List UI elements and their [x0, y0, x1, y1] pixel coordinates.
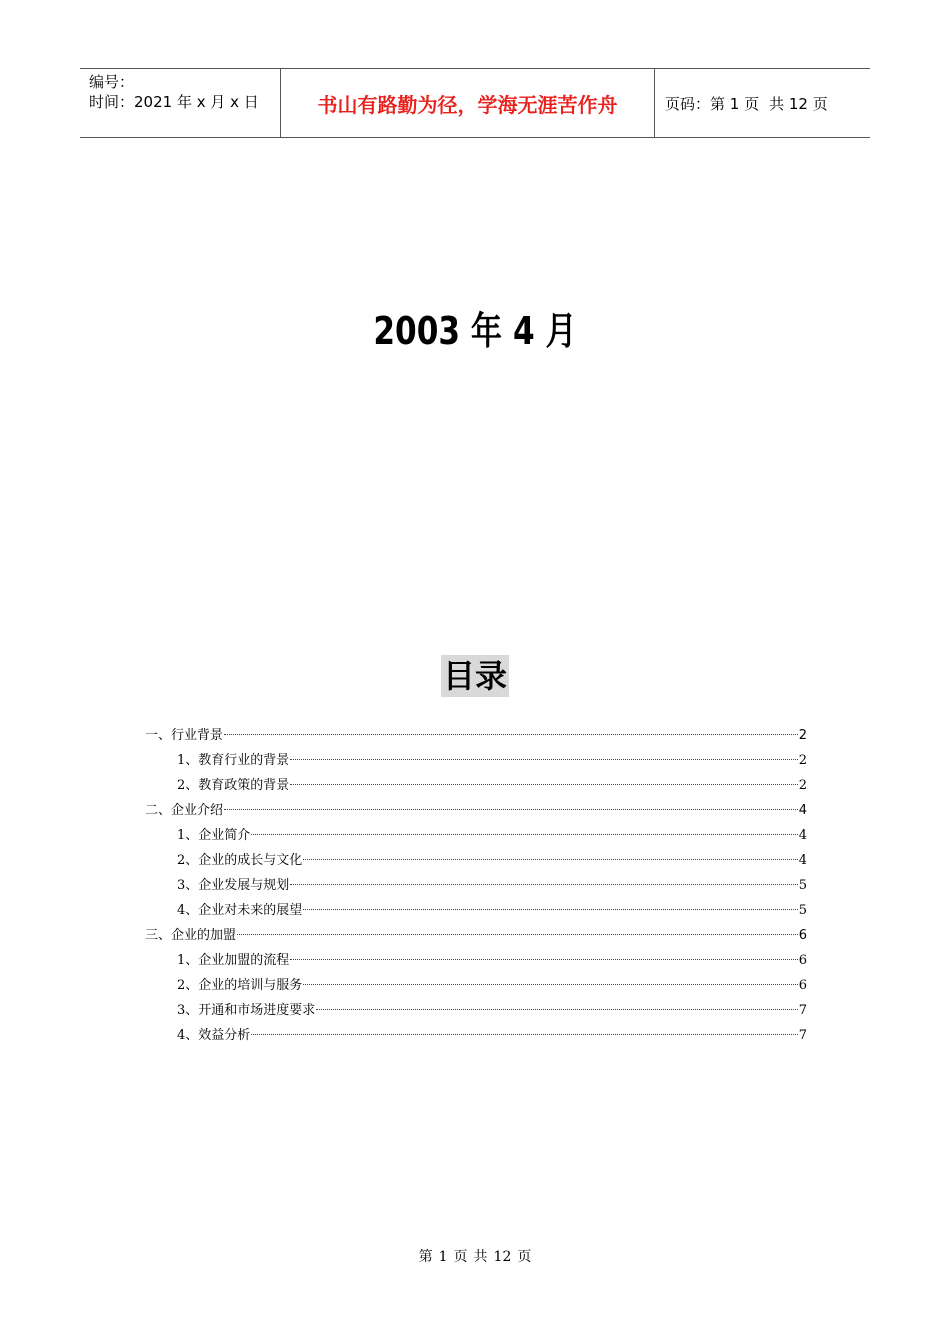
- toc-heading-text: 目录: [442, 657, 507, 695]
- toc-entry-page: 7: [798, 1028, 807, 1043]
- toc-entry-label: 三、企业的加盟: [145, 928, 237, 943]
- toc-entry[interactable]: [145, 773, 807, 798]
- header-page-code: [655, 69, 870, 137]
- toc-entry-page: 5: [798, 878, 807, 893]
- toc-entry-label: 4、效益分析: [177, 1028, 251, 1043]
- toc-leader-dots: [251, 834, 797, 835]
- toc-entry-label: 二、企业介绍: [145, 803, 224, 818]
- toc-leader-dots: [251, 1034, 797, 1035]
- toc-entry-label: 2、教育政策的背景: [177, 778, 290, 793]
- toc-entry-label: 4、企业对未来的展望: [177, 903, 303, 918]
- toc-leader-dots: [237, 934, 798, 935]
- cover-date-title: 2003 年 4 月: [373, 309, 577, 353]
- toc-leader-dots: [224, 734, 798, 735]
- toc-entry[interactable]: [145, 873, 807, 898]
- toc-entry-label: 2、企业的成长与文化: [177, 853, 303, 868]
- page-footer: [0, 1246, 950, 1266]
- toc-entry-page: 4: [798, 828, 807, 843]
- toc-entry[interactable]: [145, 723, 807, 748]
- toc-entry-page: 2: [798, 728, 807, 743]
- toc-entry-page: 5: [798, 903, 807, 918]
- toc-entry-label: 2、企业的培训与服务: [177, 978, 303, 993]
- toc-entry-page: 4: [798, 853, 807, 868]
- toc-entry[interactable]: [145, 923, 807, 948]
- toc-entry[interactable]: [145, 948, 807, 973]
- document-header: [80, 68, 870, 138]
- toc-entry-page: 6: [798, 928, 807, 943]
- document-date-label: 时间：2021 年 x 月 x 日: [89, 93, 259, 111]
- footer-gong: 共: [473, 1249, 488, 1265]
- toc-entry-page: 6: [798, 978, 807, 993]
- toc-entry[interactable]: [145, 748, 807, 773]
- header-motto: 书山有路勤为径，学海无涯苦作舟: [281, 69, 655, 137]
- toc-entry[interactable]: [145, 848, 807, 873]
- toc-leader-dots: [290, 759, 797, 760]
- document-number-label: 编号：: [89, 73, 135, 91]
- toc-entry[interactable]: [145, 973, 807, 998]
- footer-page-number: 1: [438, 1249, 448, 1265]
- toc-entry-label: 1、企业简介: [177, 828, 251, 843]
- toc-entry-page: 2: [798, 753, 807, 768]
- toc-entry[interactable]: [145, 823, 807, 848]
- toc-entry-label: 1、企业加盟的流程: [177, 953, 290, 968]
- toc-entry-page: 6: [798, 953, 807, 968]
- toc-entry-page: 2: [798, 778, 807, 793]
- toc-entry-label: 一、行业背景: [145, 728, 224, 743]
- toc-entry-label: 1、教育行业的背景: [177, 753, 290, 768]
- toc-entry-label: 3、企业发展与规划: [177, 878, 290, 893]
- toc-leader-dots: [224, 809, 798, 810]
- header-page-total: 共 12 页: [769, 94, 828, 113]
- toc-entry-label: 3、开通和市场进度要求: [177, 1003, 316, 1018]
- toc-leader-dots: [290, 884, 797, 885]
- footer-ye: 页: [453, 1249, 468, 1265]
- table-of-contents: [145, 723, 807, 1048]
- toc-entry-page: 4: [798, 803, 807, 818]
- toc-leader-dots: [316, 1009, 797, 1010]
- toc-leader-dots: [290, 959, 797, 960]
- toc-entry[interactable]: [145, 898, 807, 923]
- toc-entry[interactable]: [145, 798, 807, 823]
- toc-entry[interactable]: [145, 998, 807, 1023]
- toc-heading: [0, 655, 950, 697]
- toc-entry[interactable]: [145, 1023, 807, 1048]
- toc-leader-dots: [303, 984, 797, 985]
- header-page-current: 页码：第 1 页: [665, 94, 760, 113]
- toc-leader-dots: [290, 784, 797, 785]
- toc-entry-page: 7: [798, 1003, 807, 1018]
- footer-di: 第: [418, 1249, 433, 1265]
- footer-ye-2: 页: [517, 1249, 532, 1265]
- header-meta-cell: [80, 69, 281, 137]
- toc-leader-dots: [303, 909, 797, 910]
- footer-total-pages: 12: [493, 1249, 512, 1265]
- toc-leader-dots: [303, 859, 797, 860]
